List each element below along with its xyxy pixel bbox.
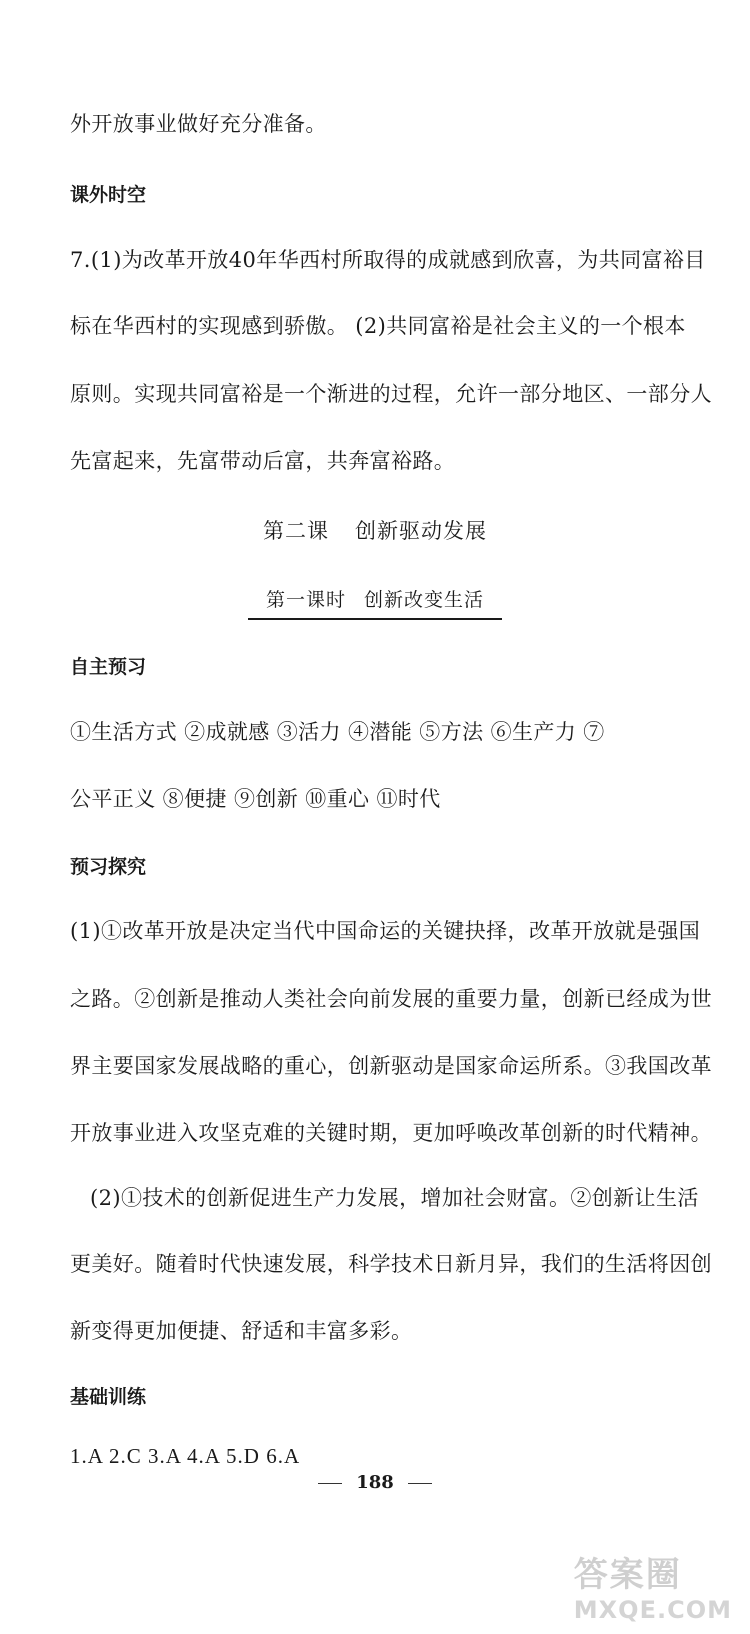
- chapter-name: 创新驱动发展: [355, 519, 487, 543]
- heading-preview-inquiry: 预习探究: [70, 856, 147, 878]
- watermark-logo: [574, 1547, 732, 1624]
- watermark-url: MXQE.COM: [573, 1596, 732, 1624]
- text-line: 新变得更加便捷、舒适和丰富多彩。: [70, 1319, 413, 1343]
- chapter-number: 第二课: [263, 519, 329, 543]
- page-number: 188: [356, 1472, 394, 1493]
- text-line: 标在华西村的实现感到骄傲。 (2)共同富裕是社会主义的一个根本: [70, 314, 686, 338]
- lesson-name: 创新改变生活: [364, 589, 485, 611]
- answer-line: 1.A 2.C 3.A 4.A 5.D 6.A: [70, 1444, 301, 1468]
- lesson-title: [0, 585, 750, 620]
- watermark-brand: 答案圈: [573, 1555, 682, 1595]
- text-line: ①生活方式 ②成就感 ③活力 ④潜能 ⑤方法 ⑥生产力 ⑦: [70, 720, 605, 744]
- lesson-number: 第一课时: [265, 589, 346, 611]
- text-line: 界主要国家发展战略的重心，创新驱动是国家命运所系。③我国改革: [70, 1054, 712, 1078]
- heading-basic-training: 基础训练: [70, 1386, 147, 1408]
- text-line: 更美好。随着时代快速发展，科学技术日新月异，我们的生活将因创: [70, 1252, 712, 1276]
- text-line: (2)①技术的创新促进生产力发展，增加社会财富。②创新让生活: [90, 1186, 699, 1210]
- text-line: 之路。②创新是推动人类社会向前发展的重要力量，创新已经成为世: [70, 987, 712, 1011]
- text-line: 开放事业进入攻坚克难的关键时期，更加呼唤改革创新的时代精神。: [70, 1121, 712, 1145]
- text-line: (1)①改革开放是决定当代中国命运的关键抉择，改革开放就是强国: [70, 919, 701, 943]
- page-footer: [0, 1472, 750, 1493]
- text-line: 先富起来，先富带动后富，共奔富裕路。: [70, 449, 456, 473]
- text-line: 7.(1)为改革开放40年华西村所取得的成就感到欣喜，为共同富裕目: [70, 248, 706, 272]
- chapter-title: [0, 515, 750, 545]
- heading-self-study: 自主预习: [70, 656, 147, 678]
- heading-extracurricular: 课外时空: [70, 184, 147, 206]
- text-line: 外开放事业做好充分准备。: [70, 112, 327, 136]
- text-line: 原则。实现共同富裕是一个渐进的过程，允许一部分地区、一部分人: [70, 382, 712, 406]
- text-line: 公平正义 ⑧便捷 ⑨创新 ⑩重心 ⑪时代: [70, 787, 441, 811]
